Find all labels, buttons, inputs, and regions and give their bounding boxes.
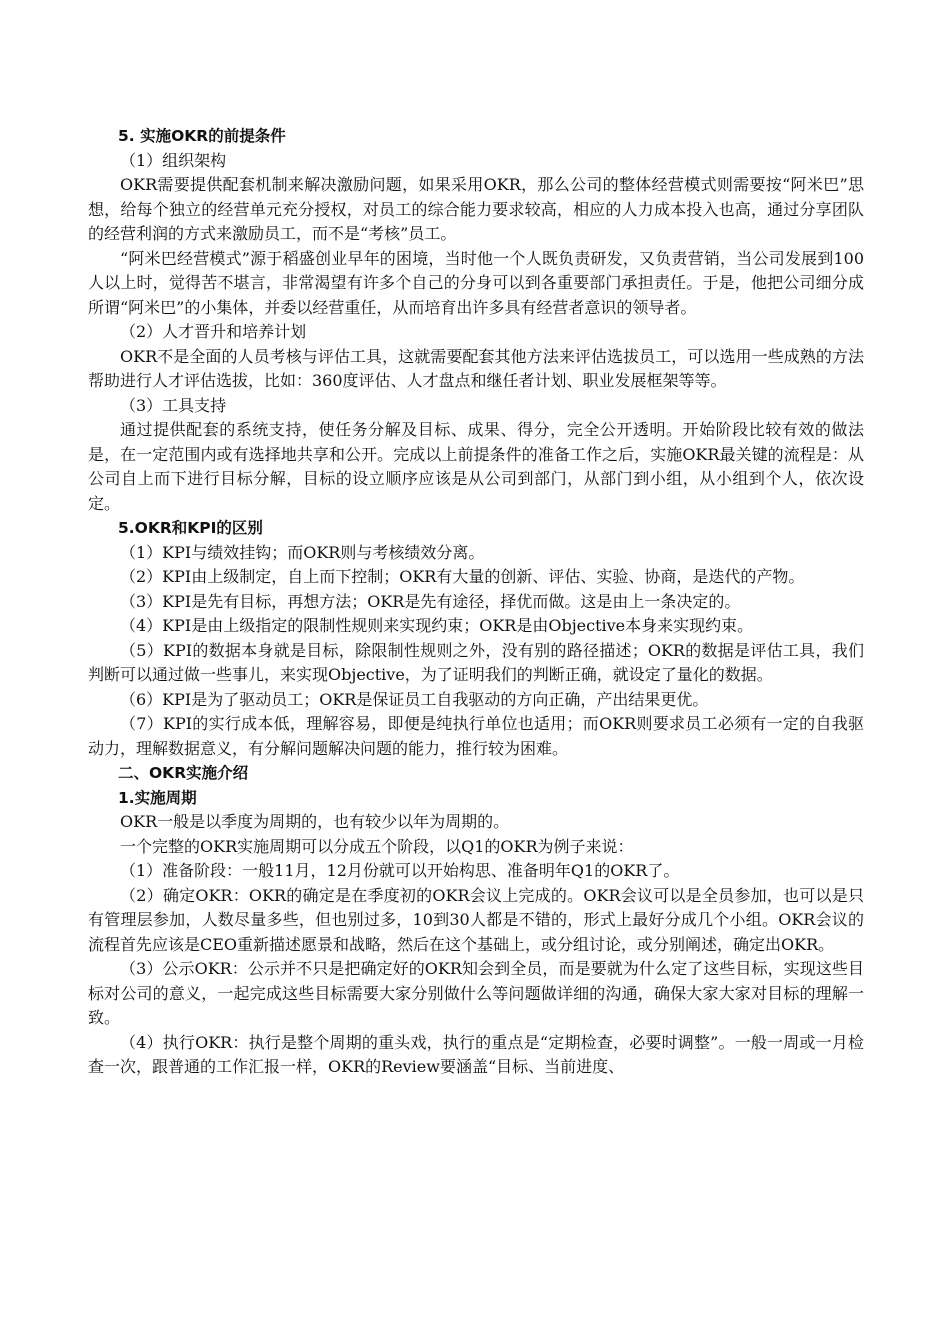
list-item: （7）KPI的实行成本低，理解容易，即便是纯执行单位也适用；而OKR则要求员工必须有一定的自我驱动力，理解数据意义，有分解问题解决问题的能力，推行较为困难。 (88, 714, 864, 758)
section-heading: 5. 实施OKR的前提条件 (118, 127, 286, 145)
paragraph: OKR需要提供配套机制来解决激励问题，如果采用OKR，那么公司的整体经营模式则需要按“阿米巴”思想，给每个独立的经营单元充分授权，对员工的综合能力要求较高，相应的人力成本投入也高，通过分享团队的经营利润的方式来激励员工，而不是“考核”员工。 (88, 175, 864, 243)
list-item: （3）KPI是先有目标，再想方法；OKR是先有途径，择优而做。这是由上一条决定的。 (120, 591, 741, 611)
list-item: （1）KPI与绩效挂钩；而OKR则与考核绩效分离。 (120, 542, 485, 562)
subheading: （3）工具支持 (120, 395, 227, 415)
chapter-heading: 二、OKR实施介绍 (118, 764, 249, 782)
subheading: （2）人才晋升和培养计划 (120, 322, 307, 341)
paragraph: 通过提供配套的系统支持，使任务分解及目标、成果、得分，完全公开透明。开始阶段比较有效的做法是，在一定范围内或有选择地共享和公开。完成以上前提条件的准备工作之后，实施OKR最关键的流程是：从公司自上而下进行目标分解，目标的设立顺序应该是从公司到部门，从部门到小组，从小组到个人，依次设定。 (88, 420, 864, 513)
list-item: （6）KPI是为了驱动员工；OKR是保证员工自我驱动的方向正确，产出结果更优。 (120, 689, 709, 709)
subheading: （1）组织架构 (120, 150, 227, 170)
list-item: （1）准备阶段：一般11月，12月份就可以开始构思、准备明年Q1的OKR了。 (120, 861, 680, 880)
list-item: （4）执行OKR：执行是整个周期的重头戏，执行的重点是“定期检查，必要时调整”。一般一周或一月检查一次，跟普通的工作汇报一样，OKR的Review要涵盖“目标、当前进度、 (88, 1032, 864, 1076)
list-item: （2）确定OKR：OKR的确定是在季度初的OKR会议上完成的。OKR会议可以是全员参加，也可以是只有管理层参加，人数尽量多些，但也别过多，10到30人都是不错的，形式上最好分成几个小组。OKR会议的流程首先应该是CEO重新描述愿景和战略，然后在这个基础上，或分组讨论，或分别阐述，确定出OKR。 (88, 885, 864, 954)
section-heading: 5.OKR和KPI的区别 (118, 519, 263, 537)
list-item: （2）KPI由上级制定，自上而下控制；OKR有大量的创新、评估、实验、协商，是迭代的产物。 (120, 567, 805, 586)
list-item: （5）KPI的数据本身就是目标，除限制性规则之外，没有别的路径描述；OKR的数据是评估工具，我们判断可以通过做一些事儿，来实现Objective，为了证明我们的判断正确，就设定了量化的数据。 (88, 640, 864, 684)
document-page (88, 124, 864, 1080)
section-heading: 1.实施周期 (118, 788, 197, 807)
paragraph: OKR一般是以季度为周期的，也有较少以年为周期的。 (120, 812, 510, 831)
paragraph: OKR不是全面的人员考核与评估工具，这就需要配套其他方法来评估选拔员工，可以选用一些成熟的方法帮助进行人才评估选拔，比如：360度评估、人才盘点和继任者计划、职业发展框架等等。 (88, 346, 864, 390)
paragraph: “阿米巴经营模式”源于稻盛创业早年的困境，当时他一个人既负责研发，又负责营销，当公司发展到100人以上时，觉得苦不堪言，非常渴望有许多个自己的分身可以到各重要部门承担责任。于是，他把公司细分成所谓“阿米巴”的小集体，并委以经营重任，从而培育出许多具有经营者意识的领导者。 (88, 248, 864, 317)
list-item: （4）KPI是由上级指定的限制性规则来实现约束；OKR是由Objective本身来实现约束。 (120, 616, 754, 635)
list-item: （3）公示OKR：公示并不只是把确定好的OKR知会到全员，而是要就为什么定了这些目标，实现这些目标对公司的意义，一起完成这些目标需要大家分别做什么等问题做详细的沟通，确保大家大家对目标的理解一致。 (88, 959, 864, 1027)
paragraph: 一个完整的OKR实施周期可以分成五个阶段，以Q1的OKR为例子来说： (120, 836, 634, 856)
